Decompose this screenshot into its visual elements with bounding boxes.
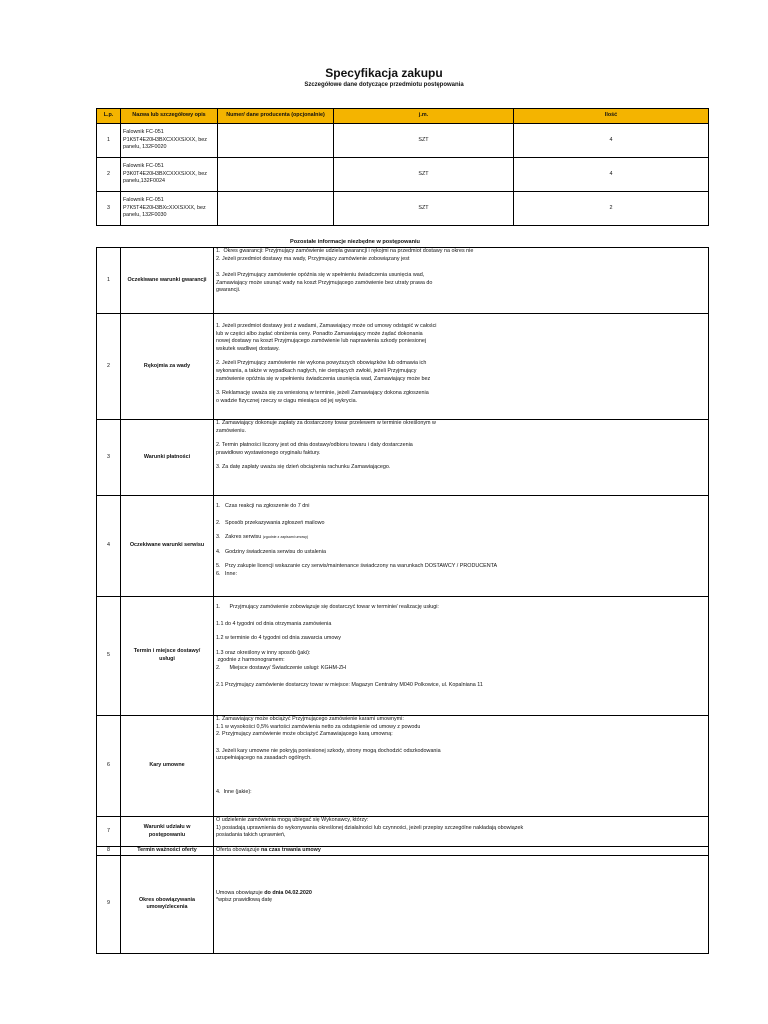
row-content [214, 597, 709, 716]
table-row [97, 124, 709, 158]
page-subtitle: Szczegółowe dane dotyczące przedmiotu postępowania [304, 82, 464, 88]
row-content [214, 716, 709, 817]
content-line: 1. Zamawiający dokonuje zapłaty za dostarczony towar przelewem w terminie określonym w zamówieniu. [216, 420, 436, 434]
row-label: Warunki udziału w postępowaniu [121, 817, 214, 847]
row-lp: 2 [97, 158, 121, 192]
row-label: Termin ważności oferty [121, 847, 214, 856]
content-line: 2. Termin płatności liczony jest od dnia dostawy/odbioru towaru i daty dostarczenia prawidłowo wystawionego oryginału faktury. [216, 442, 413, 456]
content-line: 1. Przyjmujący zamówienie zobowiązuje się dostarczyć towar w terminie/ realizację usługi: [216, 604, 439, 610]
spacer [216, 542, 706, 549]
row-label: Kary umowne [121, 716, 214, 817]
row-name: Falownik FC-051 P7K5T4E20H3BXcXXXSXXX, bez panelu, 132F0030 [121, 192, 218, 226]
spacer [216, 673, 706, 682]
content-line: 2. Jeżeli przedmiot dostawy ma wady, Przyjmujący zamówienie zobowiązany jest [216, 255, 410, 262]
table-row [97, 855, 709, 953]
row-content [214, 496, 709, 597]
header-lp: L.p. [97, 109, 121, 124]
spacer [216, 612, 706, 621]
row-name: Falownik FC-051 P3K0T4E20H3BXCXXXSXXX, bez panelu,132F0024 [121, 158, 218, 192]
header-name: Nazwa lub szczegółowy opis [121, 109, 218, 124]
content-line [216, 534, 706, 542]
content-text: Oferta obowiązuje [216, 847, 261, 853]
table-row [97, 420, 709, 496]
row-number: 5 [97, 597, 121, 716]
row-content [214, 420, 709, 496]
items-table [96, 108, 709, 226]
page-title: Specyfikacja zakupu [325, 66, 443, 80]
content-line: 1.3 oraz określony w inny sposób (jaki): zgodnie z harmonogramem: 2. Miejsce dostawy/ Świadczenie usługi: KGHM-ZH [216, 649, 347, 671]
row-content [214, 314, 709, 420]
content-line: 2. Jeżeli Przyjmujący zamówienie nie wykona powyższych obowiązków lub odmawia ich wykonania, a także w wypadkach nagłych, nie cierpiących zwłoki, jeżeli Przyjmujący zamówienie opóźnia się w spełnieniu świadczenia usunięcia wad, Zamawiający może bez [216, 360, 431, 382]
content-note: (zgodnie z zapisami umowy) [262, 535, 309, 540]
spacer [216, 353, 706, 360]
row-content [214, 855, 709, 953]
row-content [214, 847, 709, 856]
spacer [216, 628, 706, 635]
spacer [216, 597, 706, 604]
spacer [216, 643, 706, 650]
row-number: 4 [97, 496, 121, 597]
content-line: 3. Reklamację uważa się za wniesioną w terminie, jeżeli Zamawiający dokona zgłoszenia o wadzie fizycznej rzeczy w ciągu miesiąca od jej wykrycia. [216, 390, 429, 404]
row-label: Oczekiwane warunki gwarancji [121, 248, 214, 314]
table-row [97, 847, 709, 856]
row-label: Rękojmia za wady [121, 314, 214, 420]
row-number: 6 [97, 716, 121, 817]
table-row [97, 496, 709, 597]
table-row [97, 314, 709, 420]
content-text: 3. Zakres serwisu [216, 534, 263, 541]
row-label: Termin i miejsce dostawy/ usługi [121, 597, 214, 716]
row-number: 7 [97, 817, 121, 847]
row-label: Okres obowiązywania umowy/zlecenia [121, 855, 214, 953]
items-table-header [97, 109, 709, 124]
content-line: 1.1 do 4 tygodni od dnia otrzymania zamówienia [216, 620, 332, 627]
row-qty: 4 [514, 124, 709, 158]
row-content [214, 817, 709, 847]
row-qty: 2 [514, 192, 709, 226]
content-line: O udzielenie zamówienia mogą ubiegać się Wykonawcy, którzy: 1) posiadają uprawnienia do wykonywania określonej działalności lub czynności, jeżeli przepisy szczególne nakładają obowiązek posiadania takich uprawnień, [216, 817, 524, 839]
spacer [216, 263, 706, 272]
row-number: 1 [97, 248, 121, 314]
content-note: *wpisz prawidłową datę [216, 897, 273, 904]
info-table [96, 247, 709, 954]
content-line: 1. Jeżeli przedmiot dostawy jest z wadami, Zamawiający może od umowy odstąpić w całości lub w części albo żądać obniżenia ceny. Ponadto Zamawiający może żądać dokonania nowej dostawy na koszt Przyjmującego zamówienie lub naprawienia szkody poniesionej wskutek wadliwej dostawy. [216, 323, 437, 352]
content-line: 4. Godziny świadczenia serwisu do ustalenia [216, 548, 326, 555]
content-line: 3. Za datę zapłaty uważa się dzień obciążenia rachunku Zamawiającego. [216, 464, 391, 471]
header-qty: Ilość [514, 109, 709, 124]
header-unit: j.m. [334, 109, 514, 124]
spacer [216, 511, 706, 520]
header-producer: Numer/ dane producenta (opcjonalnie) [218, 109, 334, 124]
content-line: 1.2 w terminie do 4 tygodni od dnia zawarcia umowy [216, 635, 341, 642]
table-row [97, 158, 709, 192]
row-number: 8 [97, 847, 121, 856]
content-line: 3. Jeżeli kary umowne nie pokryją poniesionej szkody, strony mogą dochodzić odszkodowania uzupełniającego na zasadach ogólnych. [216, 747, 441, 762]
row-qty: 4 [514, 158, 709, 192]
row-number: 3 [97, 420, 121, 496]
spacer [216, 314, 706, 323]
row-producer [218, 192, 334, 226]
spacer [216, 763, 706, 789]
row-content [214, 248, 709, 314]
content-bold: na czas trwania umowy [260, 847, 321, 853]
content-text: Umowa obowiązuje [216, 889, 265, 896]
spacer [216, 527, 706, 534]
row-producer [218, 158, 334, 192]
content-line: 4. Inne (jakie): [216, 788, 252, 795]
row-label: Oczekiwane warunki serwisu [121, 496, 214, 597]
row-unit: SZT [334, 192, 514, 226]
table-row [97, 817, 709, 847]
content-line: 1. Czas reakcji na zgłoszenie do 7 dni [216, 503, 310, 509]
content-bold: do dnia 04.02.2020 [264, 889, 312, 896]
spacer [216, 739, 706, 748]
row-lp: 3 [97, 192, 121, 226]
spacer [216, 435, 706, 442]
spacer [216, 496, 706, 503]
content-line: 2.1 Przyjmujący zamówienie dostarczy towar w miejsce: Magazyn Centralny M040 Polkowice, ul. Kopalniana 11 [216, 681, 483, 688]
row-unit: SZT [334, 158, 514, 192]
row-number: 2 [97, 314, 121, 420]
spacer [216, 556, 706, 563]
row-lp: 1 [97, 124, 121, 158]
content-line: 6. Inne: [216, 570, 237, 577]
table-row [97, 192, 709, 226]
content-line: 3. Jeżeli Przyjmujący zamówienie opóźnia się w spełnieniu świadczenia usunięcia wad, Zamawiający może usunąć wady na koszt Przyjmującego zamówienie bez utraty prawa do gwarancji. [216, 272, 433, 294]
table-row [97, 716, 709, 817]
content-line: 5. Przy zakupie licencji wskazanie czy serwis/maintenance świadczony na warunkach DOSTAWCY / PRODUCENTA [216, 563, 498, 570]
content-line: 2. Sposób przekazywania zgłoszeń mailowo [216, 519, 325, 526]
content-line [216, 890, 706, 898]
row-producer [218, 124, 334, 158]
row-label: Warunki płatności [121, 420, 214, 496]
row-name: Falownik FC-051 P1K5T4E20H3BXCXXXSXXX, bez panelu, 132F0020 [121, 124, 218, 158]
spacer [216, 457, 706, 464]
row-number: 9 [97, 855, 121, 953]
content-line: 1. Okres gwarancji: Przyjmujący zamówienie udziela gwarancji i rękojmi na przedmiot dostawy na okres nie [216, 248, 474, 254]
content-line: 1. Zamawiający może obciążyć Przyjmującego zamówienie karami umownymi: 1.1 w wysokości 0,5% wartości zamówienia netto za odstąpienie od umowy z powodu 2. Przyjmujący zamówienie może obciążyć Zamawiającego karą umowną: [216, 716, 421, 738]
row-unit: SZT [334, 124, 514, 158]
table-row [97, 597, 709, 716]
spacer [216, 905, 706, 919]
section-title: Pozostałe informacje niezbędne w postępowaniu [290, 239, 420, 245]
table-row [97, 248, 709, 314]
spacer [216, 383, 706, 390]
